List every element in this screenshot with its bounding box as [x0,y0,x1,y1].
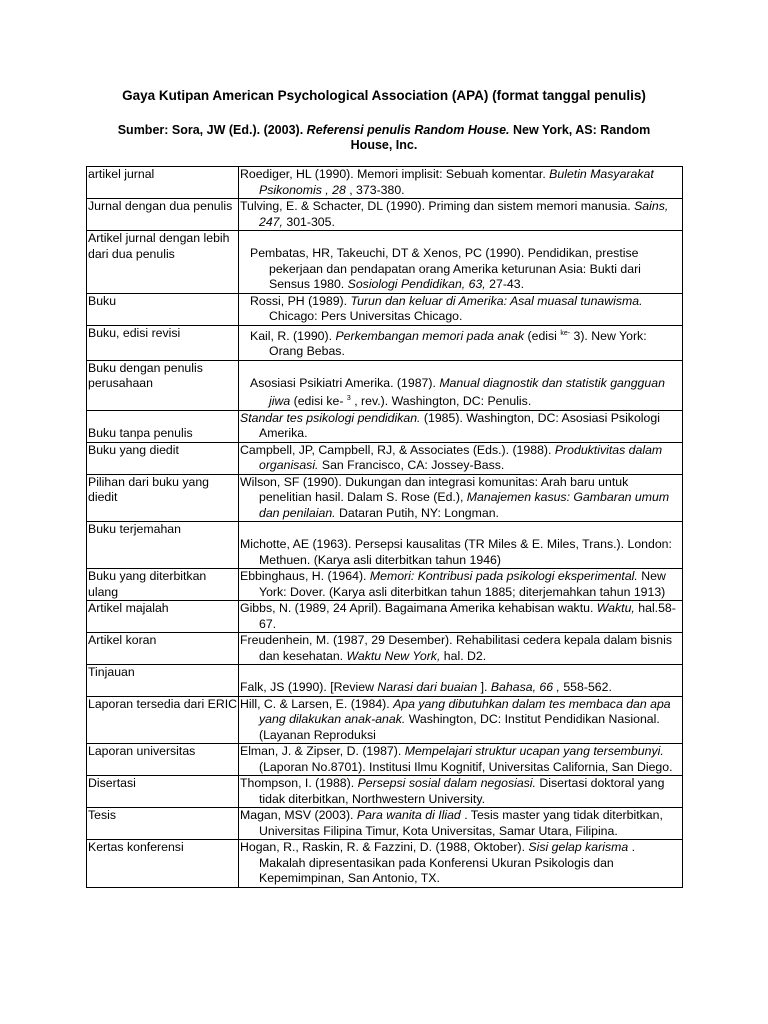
reference-cell [239,808,683,840]
reference-segment: 558-562. [559,680,612,695]
type-cell: Artikel majalah [87,601,239,633]
reference-segment: Kail, R. (1990). [250,328,336,343]
source-citation [100,123,668,153]
type-cell: Buku dengan penulis perusahaan [87,360,239,410]
reference-segment: Thompson, I. (1988). [240,776,358,791]
reference-segment: Sisi gelap karisma [528,840,629,855]
reference-text [240,443,681,474]
reference-segment: Tulving, E. & Schacter, DL (1990). Priming dan sistem memori manusia. [240,199,635,213]
type-cell: Disertasi [87,776,239,808]
reference-segment: ke- [560,329,571,337]
type-cell: Buku, edisi revisi [87,325,239,360]
table-row [87,569,683,601]
reference-cell [239,474,683,522]
reference-segment: . Makalah dipresentasikan pada Konferensi Ukuran Psikologis dan Kepemimpinan, San Antonio, TX. [259,840,636,886]
type-cell: Artikel jurnal dengan lebih dari dua penulis [87,231,239,294]
reference-segment: Hill, C. & Larsen, E. (1984). [240,696,394,711]
reference-cell [239,633,683,665]
reference-segment: Magan, MSV (2003). [240,808,357,823]
type-cell: Tesis [87,808,239,840]
reference-segment: 3). New York: Orang Bebas. [269,328,647,359]
reference-segment: Hogan, R., Raskin, R. & Fazzini, D. (1988, Oktober). [240,840,529,855]
type-cell [87,410,239,442]
reference-segment: Elman, J. & Zipser, D. (1987). [240,744,405,759]
reference-cell [239,776,683,808]
type-cell: Buku yang diterbitkan ulang [87,569,239,601]
reference-segment: (1985). Washington, DC: Asosiasi Psikologi Amerika. [259,410,660,441]
table-row [87,522,683,569]
reference-segment: hal.58-67. [259,601,676,631]
reference-cell [239,293,683,325]
type-cell: Buku terjemahan [87,522,239,569]
table-row [87,167,683,199]
reference-segment: Manual diagnostik dan statistik gangguan jiwa [269,375,665,409]
reference-segment: Narasi dari buaian [377,680,478,695]
reference-segment: Rossi, PH (1989). [250,293,351,308]
reference-text [240,680,681,696]
type-cell: Artikel koran [87,633,239,665]
reference-text [240,376,681,410]
reference-text [240,199,681,230]
reference-segment: Bahasa, 66 , [490,680,560,695]
reference-segment: 301-305. [282,214,335,229]
table-row [87,696,683,744]
reference-segment: Waktu, [596,601,635,616]
table-row [87,840,683,888]
reference-segment: Mempelajari struktur ucapan yang tersembunyi. [404,744,664,759]
reference-cell [239,199,683,231]
reference-segment: 3 [346,395,351,403]
reference-segment: Wilson, SF (1990). Dukungan dan integrasi komunitas: Arah baru untuk penelitian hasil. Dalam S. Rose (Ed.), [240,474,629,505]
citation-table [86,166,683,888]
reference-segment: (edisi ke- [290,394,347,409]
reference-segment: (edisi [524,328,561,343]
reference-segment: Apa yang dibutuhkan dalam tes membaca dan apa yang dilakukan anak-anak. [259,696,671,727]
reference-text [240,167,681,198]
reference-segment: Sains, 247, [259,199,669,229]
reference-segment: New York: Dover. (Karya asli diterbitkan tahun 1885; diterjemahkan tahun 1913) [259,569,666,599]
table-row [87,601,683,633]
reference-segment: Sosiologi Pendidikan, 63, [347,277,486,291]
reference-cell [239,360,683,410]
source-suffix: New York, AS: Random House, Inc. [350,123,651,152]
type-cell: Laporan universitas [87,744,239,776]
table-row [87,665,683,697]
table-row [87,231,683,294]
reference-segment: Freudenhein, M. (1987, 29 Desember). Rehabilitasi cedera kepala dalam bisnis dan kesehatan. [240,633,672,663]
type-cell: artikel jurnal [87,167,239,199]
source-prefix: Sumber: Sora, JW (Ed.). (2003). [117,123,304,137]
reference-text [240,475,681,522]
reference-segment: Gibbs, N. (1989, 24 April). Bagaimana Amerika kehabisan waktu. [240,601,597,616]
type-cell: Buku [87,293,239,325]
reference-segment: Para wanita di Iliad [356,808,461,823]
table-row [87,633,683,665]
type-cell: Buku yang diedit [87,442,239,474]
reference-segment: Michotte, AE (1963). Persepsi kausalitas (TR Miles & E. Miles, Trans.). London: Methuen. (Karya asli diterbitkan tahun 1946) [240,537,672,567]
reference-segment: Pembatas, HR, Takeuchi, DT & Xenos, PC (1990). Pendidikan, prestise pekerjaan dan pendapatan orang Amerika keturunan Asia: Bukti dari Sensus 1980. [250,246,641,291]
reference-text [240,601,681,632]
reference-cell [239,601,683,633]
reference-text [240,569,681,600]
page-title: Gaya Kutipan American Psychological Association (APA) (format tanggal penulis) [122,88,646,103]
reference-segment: Washington, DC: Institut Pendidikan Nasional. (Layanan Reproduksi [259,712,660,742]
reference-segment: , rev.). Washington, DC: Penulis. [350,394,532,409]
reference-cell [239,231,683,294]
reference-text [240,697,681,744]
reference-text [240,776,681,807]
reference-segment: , 373-380. [349,182,405,197]
table-row [87,776,683,808]
reference-segment: Chicago: Pers Universitas Chicago. [269,309,463,323]
reference-cell [239,840,683,888]
reference-text [240,294,681,325]
reference-text [240,326,681,360]
reference-segment: Persepsi sosial dalam negosiasi. [357,776,536,791]
reference-text [240,840,681,887]
reference-segment: Standar tes psikologi pendidikan. [240,410,421,425]
reference-text [240,633,681,664]
reference-text [240,808,681,839]
reference-cell [239,744,683,776]
table-row [87,808,683,840]
reference-segment: Buletin Masyarakat Psikonomis , 28 [259,167,654,197]
reference-segment: Roediger, HL (1990). Memori implisit: Sebuah komentar. [240,167,550,181]
reference-segment: Produktivitas dalam organisasi. [259,442,663,473]
reference-cell [239,665,683,697]
reference-segment: 27-43. [485,277,525,291]
table-row [87,360,683,410]
reference-cell [239,696,683,744]
table-row [87,410,683,442]
reference-segment: . Tesis master yang tidak diterbitkan, Universitas Filipina Timur, Kota Universitas, Samar Utara, Filipina. [259,808,663,838]
reference-cell [239,325,683,360]
reference-segment: Perkembangan memori pada anak [335,328,525,343]
reference-text [240,246,681,293]
reference-cell [239,522,683,569]
type-cell: Laporan tersedia dari ERIC [87,696,239,744]
type-cell: Pilihan dari buku yang diedit [87,474,239,522]
reference-cell [239,442,683,474]
reference-segment: Campbell, JP, Campbell, RJ, & Associates (Eds.). (1988). [240,442,555,457]
table-row [87,474,683,522]
table-row [87,293,683,325]
reference-segment: Memori: Kontribusi pada psikologi eksperimental. [369,569,638,584]
reference-segment: ]. [477,680,491,695]
reference-cell [239,569,683,601]
reference-segment: Turun dan keluar di Amerika: Asal muasal tunawisma. [350,293,643,308]
type-cell: Tinjauan [87,665,239,697]
source-book: Referensi penulis Random House. [306,123,510,137]
reference-segment: Dataran Putih, NY: Longman. [335,505,499,520]
reference-segment: hal. D2. [440,648,487,663]
type-cell: Jurnal dengan dua penulis [87,199,239,231]
reference-segment: (Laporan No.8701). Institusi Ilmu Kognitif, Universitas California, San Diego. [259,759,673,774]
reference-segment: Waktu New York, [346,648,441,663]
reference-text [240,411,681,442]
reference-text [240,537,681,568]
table-row [87,199,683,231]
reference-segment: Asosiasi Psikiatri Amerika. (1987). [250,375,440,390]
reference-segment: San Francisco, CA: Jossey-Bass. [318,458,505,473]
reference-segment: Ebbinghaus, H. (1964). [240,569,370,584]
table-row [87,325,683,360]
reference-cell [239,410,683,442]
type-cell: Kertas konferensi [87,840,239,888]
reference-segment: Disertasi doktoral yang tidak diterbitkan, Northwestern University. [259,776,665,806]
reference-segment: Manajemen kasus: Gambaran umum dan penilaian. [259,490,670,520]
table-row [87,442,683,474]
reference-text [240,744,681,775]
reference-cell [239,167,683,199]
table-row [87,744,683,776]
type-label: Buku tanpa penulis [88,425,193,440]
reference-segment: Falk, JS (1990). [Review [240,680,378,695]
